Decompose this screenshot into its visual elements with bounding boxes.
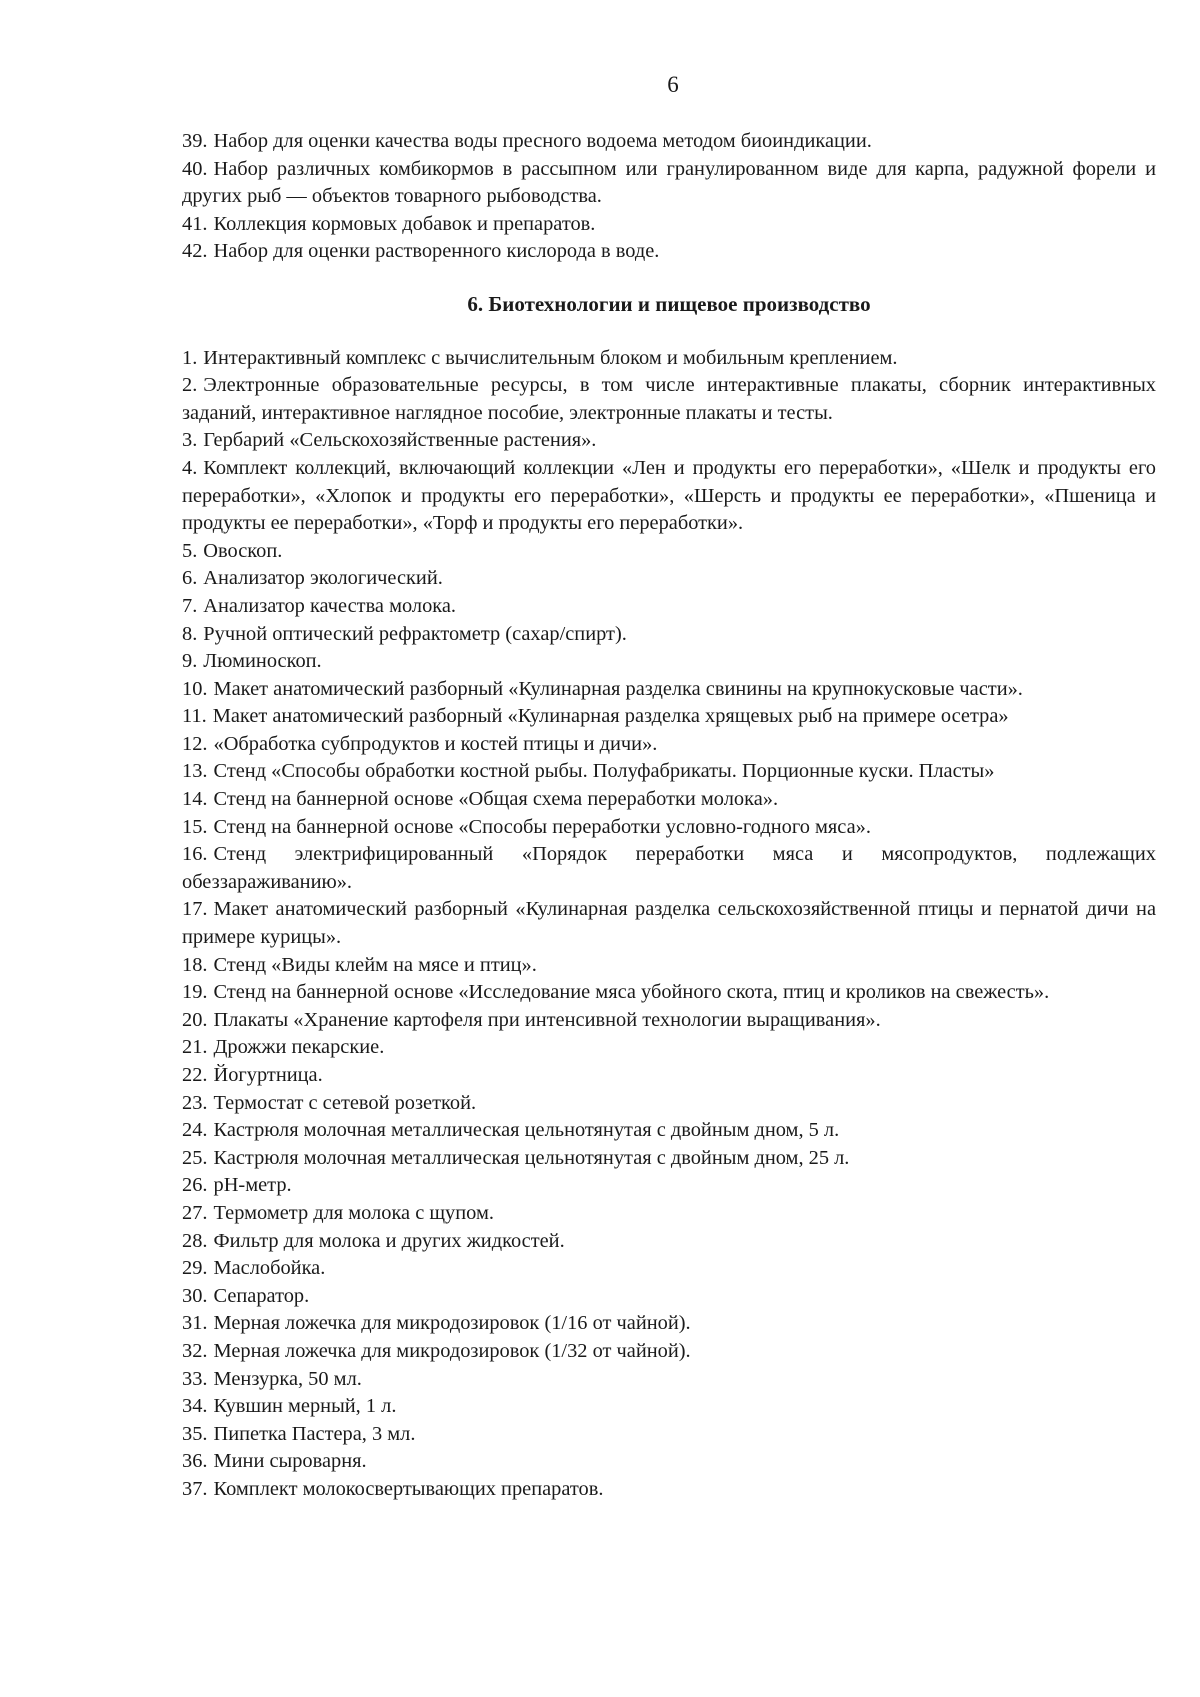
list-item-number: 34. [182, 1395, 208, 1418]
list-item [182, 1228, 1156, 1256]
list-item-number: 23. [182, 1091, 208, 1114]
list-item-number: 13. [182, 760, 208, 783]
list-item-text: Стенд «Способы обработки костной рыбы. Полуфабрикаты. Порционные куски. Пласты» [213, 760, 995, 783]
list-item-text: Дрожжи пекарские. [213, 1036, 385, 1059]
list-item [182, 1200, 1156, 1228]
list-item-text: Кувшин мерный, 1 л. [213, 1395, 397, 1418]
list-item-text: Набор для оценки качества воды пресного водоема методом биоиндикации. [213, 130, 872, 152]
list-item-number: 1. [182, 346, 198, 369]
list-item [182, 345, 1156, 373]
list-item-number: 24. [182, 1119, 208, 1142]
list-item-text: Люминоскоп. [203, 650, 322, 673]
list-item-number: 20. [182, 1008, 208, 1031]
list-item [182, 1145, 1156, 1173]
list-item-text: Макет анатомический разборный «Кулинарная разделка свинины на крупнокусковые части». [213, 677, 1023, 700]
list-item-number: 5. [182, 539, 198, 562]
list-item-number: 8. [182, 622, 198, 645]
list-item-number: 37. [182, 1477, 208, 1500]
list-item-text: Ручной оптический рефрактометр (сахар/спирт). [203, 622, 627, 645]
list-item-number: 16. [182, 843, 208, 866]
list-item [182, 841, 1156, 896]
document-content [182, 128, 1156, 1504]
list-item-text: Анализатор экологический. [203, 567, 443, 590]
list-item-number: 9. [182, 650, 198, 673]
list-item-text: Комплект молокосвертывающих препаратов. [213, 1477, 604, 1500]
list-item-text: Набор для оценки растворенного кислорода в воде. [213, 240, 660, 263]
list-item-number: 11. [182, 705, 207, 728]
list-item [182, 621, 1156, 649]
list-item [182, 238, 1156, 266]
list-item-number: 6. [182, 567, 198, 590]
list-item-text: Мерная ложечка для микродозировок (1/16 от чайной). [213, 1312, 691, 1335]
equipment-list-continued [182, 128, 1156, 266]
list-item [182, 156, 1156, 211]
list-item-text: «Обработка субпродуктов и костей птицы и дичи». [213, 732, 658, 755]
list-item [182, 128, 1156, 156]
list-item-number: 10. [182, 677, 208, 700]
list-item-text: Сепаратор. [213, 1284, 310, 1307]
list-item-text: Анализатор качества молока. [203, 594, 457, 617]
list-item-text: Кастрюля молочная металлическая цельнотянутая с двойным дном, 5 л. [213, 1119, 840, 1142]
list-item-text: Электронные образовательные ресурсы, в том числе интерактивные плакаты, сборник интерактивных заданий, интерактивное наглядное пособие, электронные плакаты и тесты. [182, 374, 1156, 424]
list-item [182, 593, 1156, 621]
list-item [182, 979, 1156, 1007]
list-item [182, 648, 1156, 676]
list-item [182, 427, 1156, 455]
list-item [182, 758, 1156, 786]
list-item [182, 1338, 1156, 1366]
section-equipment-list [182, 345, 1156, 1504]
list-item-number: 27. [182, 1201, 208, 1224]
list-item-number: 21. [182, 1036, 208, 1059]
list-item-number: 4. [182, 456, 198, 479]
list-item-text: Стенд электрифицированный «Порядок переработки мяса и мясопродуктов, подлежащих обеззараживанию». [182, 843, 1156, 893]
list-item-text: Интерактивный комплекс с вычислительным блоком и мобильным креплением. [203, 346, 898, 369]
list-item-text: Мини сыроварня. [213, 1450, 367, 1473]
list-item-number: 42. [182, 240, 208, 263]
list-item-number: 19. [182, 981, 208, 1004]
list-item-text: Стенд на баннерной основе «Способы переработки условно-годного мяса». [213, 815, 871, 838]
list-item [182, 455, 1156, 538]
list-item-text: Комплект коллекций, включающий коллекции «Лен и продукты его переработки», «Шелк и продукты его переработки», «Хлопок и продукты его переработки», «Шерсть и продукты ее переработки», «Пшеница и продукты ее переработки», «Торф и продукты его переработки». [182, 456, 1156, 535]
list-item [182, 1310, 1156, 1338]
list-item-number: 31. [182, 1312, 208, 1335]
list-item-number: 17. [182, 898, 208, 921]
list-item [182, 1090, 1156, 1118]
list-item [182, 538, 1156, 566]
list-item-text: pH-метр. [213, 1174, 292, 1197]
list-item-number: 32. [182, 1339, 208, 1362]
list-item-text: Стенд на баннерной основе «Исследование мяса убойного скота, птиц и кроликов на свежесть». [213, 981, 1050, 1004]
list-item-text: Маслобойка. [213, 1257, 326, 1280]
list-item [182, 1255, 1156, 1283]
list-item [182, 1117, 1156, 1145]
list-item-text: Набор различных комбикормов в рассыпном или гранулированном виде для карпа, радужной форели и других рыб — объектов товарного рыбоводства. [182, 157, 1156, 208]
list-item-text: Плакаты «Хранение картофеля при интенсивной технологии выращивания». [213, 1008, 881, 1031]
list-item [182, 565, 1156, 593]
list-item-text: Мензурка, 50 мл. [213, 1367, 362, 1390]
list-item-text: Йогуртница. [213, 1064, 323, 1086]
list-item [182, 676, 1156, 704]
list-item [182, 372, 1156, 427]
list-item-number: 26. [182, 1174, 208, 1197]
list-item [182, 1007, 1156, 1035]
list-item-number: 22. [182, 1064, 208, 1086]
list-item [182, 1283, 1156, 1311]
list-item-text: Мерная ложечка для микродозировок (1/32 от чайной). [213, 1339, 691, 1362]
list-item-number: 35. [182, 1422, 208, 1445]
list-item-text: Стенд «Виды клейм на мясе и птиц». [213, 953, 537, 976]
list-item-number: 30. [182, 1284, 208, 1307]
list-item-number: 33. [182, 1367, 208, 1390]
list-item-number: 3. [182, 429, 198, 452]
list-item [182, 1172, 1156, 1200]
list-item [182, 952, 1156, 980]
list-item-text: Кастрюля молочная металлическая цельнотянутая с двойным дном, 25 л. [213, 1146, 850, 1169]
list-item [182, 896, 1156, 951]
list-item [182, 1393, 1156, 1421]
list-item-number: 36. [182, 1450, 208, 1473]
list-item-number: 7. [182, 594, 198, 617]
list-item-number: 12. [182, 732, 208, 755]
section-title: 6. Биотехнологии и пищевое производство [467, 291, 871, 316]
list-item-text: Термостат с сетевой розеткой. [213, 1091, 477, 1114]
list-item-number: 14. [182, 788, 208, 811]
list-item-text: Фильтр для молока и других жидкостей. [213, 1229, 565, 1252]
list-item-number: 2. [182, 374, 198, 397]
list-item-number: 28. [182, 1229, 208, 1252]
list-item [182, 1034, 1156, 1062]
list-item-text: Макет анатомический разборный «Кулинарная разделка сельскохозяйственной птицы и пернатой дичи на примере курицы». [182, 898, 1156, 949]
list-item-number: 15. [182, 815, 208, 838]
list-item [182, 786, 1156, 814]
list-item-text: Макет анатомический разборный «Кулинарная разделка хрящевых рыб на примере осетра» [212, 705, 1009, 728]
list-item-text: Термометр для молока с щупом. [213, 1201, 494, 1224]
page-number: 6 [667, 72, 679, 97]
list-item-text: Коллекция кормовых добавок и препаратов. [213, 212, 596, 235]
list-item [182, 211, 1156, 239]
list-item-number: 39. [182, 130, 208, 152]
list-item-number: 41. [182, 212, 208, 235]
list-item-text: Пипетка Пастера, 3 мл. [213, 1422, 416, 1445]
list-item [182, 1366, 1156, 1394]
list-item-number: 40. [182, 157, 208, 180]
list-item [182, 731, 1156, 759]
list-item [182, 1448, 1156, 1476]
list-item [182, 703, 1156, 731]
list-item-text: Овоскоп. [203, 539, 283, 562]
list-item [182, 1062, 1156, 1090]
list-item-number: 25. [182, 1146, 208, 1169]
list-item [182, 1476, 1156, 1504]
list-item [182, 814, 1156, 842]
list-item-text: Гербарий «Сельскохозяйственные растения». [203, 429, 597, 452]
list-item-number: 29. [182, 1257, 208, 1280]
list-item-text: Стенд на баннерной основе «Общая схема переработки молока». [213, 788, 779, 811]
list-item [182, 1421, 1156, 1449]
list-item-number: 18. [182, 953, 208, 976]
